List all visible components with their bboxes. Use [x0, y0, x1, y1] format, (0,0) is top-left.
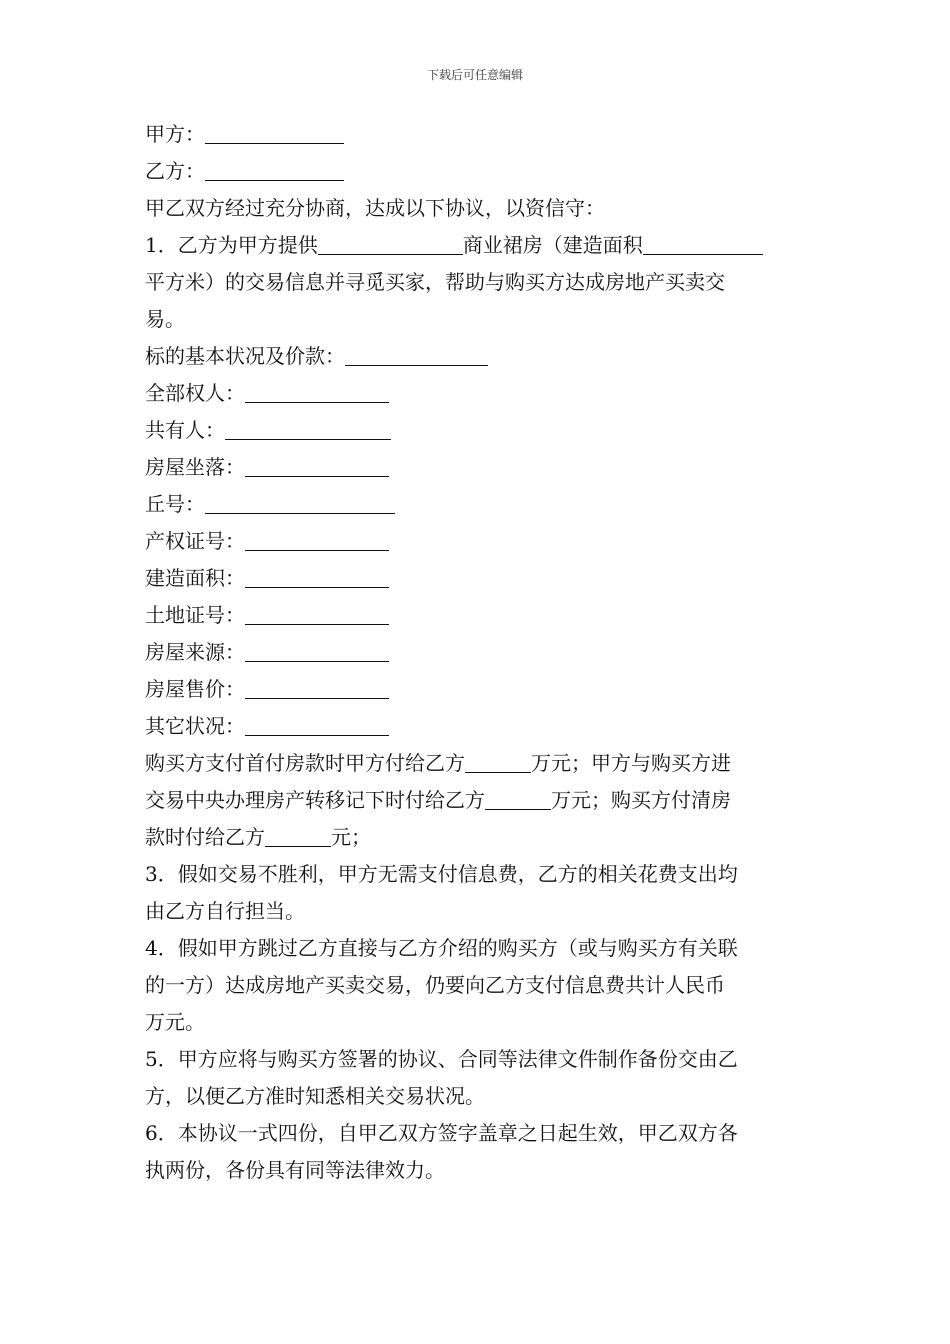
agreement-body: [145, 116, 810, 1189]
field-blank: [245, 676, 389, 699]
field-label: 产权证号：: [145, 529, 245, 553]
party-a-line: [145, 116, 810, 153]
clause6-line1: 6．本协议一式四份，自甲乙双方签字盖章之日起生效，甲乙双方各: [145, 1121, 738, 1145]
party-a-label: 甲方：: [145, 122, 205, 146]
payment-line1: [145, 745, 810, 782]
payment-blank-1: [465, 750, 531, 773]
basic-status-blank: [345, 343, 488, 366]
field-blank: [245, 713, 389, 736]
payment-text-e: 款时付给乙方: [145, 825, 265, 849]
party-b-label: 乙方：: [145, 159, 205, 183]
clause4-line1: 4．假如甲方跳过乙方直接与乙方介绍的购买方（或与购买方有关联: [145, 936, 738, 960]
clause1-text-a: 1．乙方为甲方提供: [145, 233, 318, 257]
field-label: 房屋售价：: [145, 677, 245, 701]
field-label: 房屋来源：: [145, 640, 245, 664]
basic-status-line: [145, 338, 810, 375]
clause1-line1: [145, 227, 810, 264]
field-label: 建造面积：: [145, 566, 245, 590]
field-label: 共有人：: [145, 418, 225, 442]
clause5-line1: 5．甲方应将与购买方签署的协议、合同等法律文件制作备份交由乙: [145, 1047, 738, 1071]
intro-line: 甲乙双方经过充分协商，达成以下协议，以资信守：: [145, 196, 605, 220]
clause4-line3: 万元。: [145, 1010, 205, 1034]
clause5-line2: 方，以便乙方准时知悉相关交易状况。: [145, 1084, 485, 1108]
clause4-line2: 的一方）达成房地产买卖交易，仍要向乙方支付信息费共计人民币: [145, 973, 725, 997]
field-source: [145, 634, 810, 671]
clause1-blank-property: [318, 232, 463, 255]
field-label: 其它状况：: [145, 714, 245, 738]
payment-line2: [145, 782, 810, 819]
field-other: [145, 708, 810, 745]
field-price: [145, 671, 810, 708]
payment-text-d: 万元；购买方付清房: [551, 788, 731, 812]
clause3-line1: 3．假如交易不胜利，甲方无需支付信息费，乙方的相关花费支出均: [145, 862, 738, 886]
field-label: 土地证号：: [145, 603, 245, 627]
field-location: [145, 449, 810, 486]
field-blank: [245, 380, 389, 403]
payment-text-a: 购买方支付首付房款时甲方付给乙方: [145, 751, 465, 775]
clause1-text-b: 商业裙房（建造面积: [462, 233, 643, 257]
payment-text-b: 万元；甲方与购买方进: [531, 751, 731, 775]
clause6-line2: 执两份，各份具有同等法律效力。: [145, 1158, 445, 1182]
party-b-line: [145, 153, 810, 190]
field-area: [145, 560, 810, 597]
field-title-no: [145, 523, 810, 560]
clause3-line2: 由乙方自行担当。: [145, 899, 305, 923]
field-blank: [245, 528, 389, 551]
payment-line3: [145, 819, 810, 856]
field-label: 房屋坐落：: [145, 455, 245, 479]
field-owner: [145, 375, 810, 412]
party-a-blank: [205, 121, 344, 144]
basic-status-label: 标的基本状况及价款：: [145, 344, 345, 368]
clause1-line2: 平方米）的交易信息并寻觅买家，帮助与购买方达成房地产买卖交: [145, 270, 725, 294]
field-blank: [245, 602, 389, 625]
field-blank: [245, 639, 389, 662]
field-label: 丘号：: [145, 492, 205, 516]
payment-text-f: 元；: [331, 825, 371, 849]
field-co-owner: [145, 412, 810, 449]
field-blank: [205, 491, 395, 514]
payment-text-c: 交易中央办理房产转移记下时付给乙方: [145, 788, 485, 812]
field-label: 全部权人：: [145, 381, 245, 405]
payment-blank-3: [265, 824, 331, 847]
field-blank: [245, 565, 389, 588]
field-land-no: [145, 597, 810, 634]
party-b-blank: [205, 158, 344, 181]
clause1-line3: 易。: [145, 307, 185, 331]
payment-blank-2: [485, 787, 551, 810]
field-parcel: [145, 486, 810, 523]
page-header-note: 下载后可任意编辑: [426, 68, 523, 82]
clause1-blank-area: [643, 232, 763, 255]
field-blank: [245, 454, 389, 477]
field-blank: [225, 417, 391, 440]
